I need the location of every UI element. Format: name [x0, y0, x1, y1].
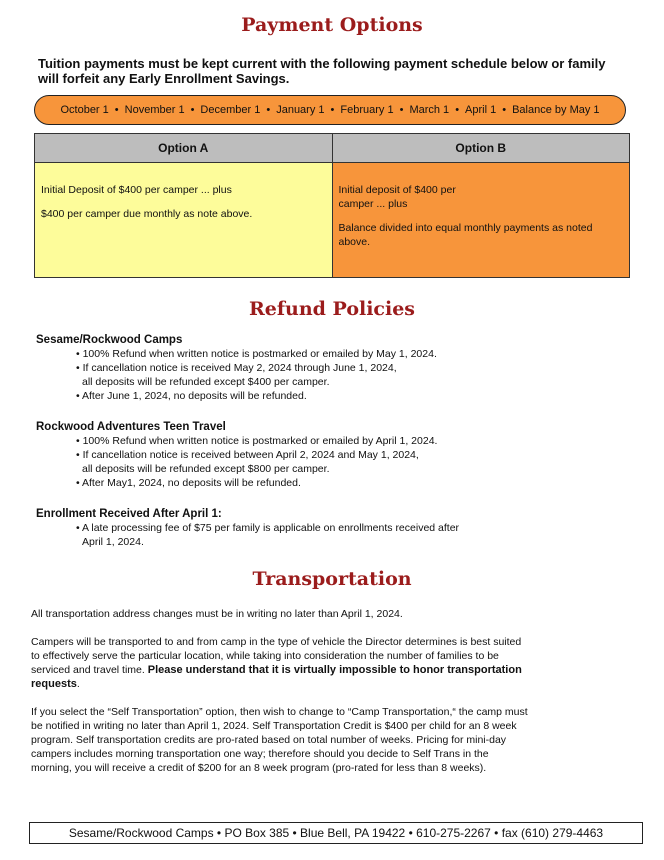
option-a-line: $400 per camper due monthly as note above. — [41, 208, 253, 220]
refund-policies-heading: Refund Policies — [248, 298, 416, 320]
option-a-column — [35, 134, 332, 277]
refund-bullet: • 100% Refund when written notice is postmarked or emailed by April 1, 2024. — [76, 435, 438, 447]
payment-options-heading: Payment Options — [241, 14, 423, 36]
option-a-body — [35, 163, 332, 277]
option-a-header: Option A — [35, 134, 332, 163]
schedule-date: December 1 — [200, 104, 261, 116]
schedule-date: Balance by May 1 — [512, 104, 600, 116]
refund-bullet: • After June 1, 2024, no deposits will be refunded. — [76, 390, 307, 402]
option-b-header: Option B — [333, 134, 630, 163]
schedule-date: February 1 — [340, 104, 394, 116]
refund-bullet: • 100% Refund when written notice is postmarked or emailed by May 1, 2024. — [76, 348, 437, 360]
payment-options-table — [34, 133, 630, 278]
refund-bullet: • A late processing fee of $75 per family is applicable on enrollments received after April 1, 2024. — [76, 522, 460, 548]
bullet-separator: • — [330, 104, 335, 116]
transport-paragraph: All transportation address changes must be in writing no later than April 1, 2024. — [31, 608, 403, 620]
section-title: Sesame/Rockwood Camps — [36, 334, 183, 346]
section-title: Rockwood Adventures Teen Travel — [36, 421, 226, 433]
section-title: Enrollment Received After April 1: — [36, 508, 222, 520]
refund-section-late-enrollment — [36, 508, 459, 549]
payment-schedule — [34, 95, 626, 125]
schedule-date: October 1 — [60, 104, 109, 116]
option-b-line: camper ... plus — [338, 198, 408, 210]
bullet-separator: • — [502, 104, 507, 116]
option-b-line: Balance divided into equal monthly payments as noted above. — [338, 222, 593, 248]
transport-paragraph: Campers will be transported to and from camp in the type of vehicle the Director determines is best suited to effectively serve the particular location, while taking into consideration the number of families to be serviced and travel time. Please understand that it is virtually impossible to honor transportation requests. — [31, 636, 522, 690]
bullet-separator: • — [114, 104, 119, 116]
option-a-line: Initial Deposit of $400 per camper ... plus — [41, 184, 232, 196]
transportation-heading: Transportation — [252, 568, 412, 590]
bullet-separator: • — [399, 104, 404, 116]
refund-bullet: • If cancellation notice is received May 2, 2024 through June 1, 2024, all deposits will be refunded except $400 per camper. — [76, 362, 397, 388]
refund-bullet: • If cancellation notice is received between April 2, 2024 and May 1, 2024, all deposits will be refunded except $800 per camper. — [76, 449, 419, 475]
contact-footer: Sesame/Rockwood Camps • PO Box 385 • Blue Bell, PA 19422 • 610-275-2267 • fax (610) 279-4463 — [29, 822, 643, 844]
schedule-date: April 1 — [465, 104, 497, 116]
transportation-text — [31, 607, 531, 789]
option-b-line: Initial deposit of $400 per — [338, 184, 456, 196]
schedule-date: March 1 — [409, 104, 450, 116]
bullet-separator: • — [455, 104, 460, 116]
option-b-column — [332, 134, 630, 277]
transport-bold-note: Please understand that it is virtually impossible to honor transportation requests — [31, 664, 522, 690]
intro-text: Tuition payments must be kept current with the following payment schedule below or family will forfeit any Early Enrollment Savings. — [38, 56, 606, 86]
refund-section-sesame — [36, 334, 437, 403]
option-b-body — [333, 163, 630, 277]
refund-section-teen-travel — [36, 421, 437, 490]
bullet-separator: • — [190, 104, 195, 116]
bullet-separator: • — [266, 104, 271, 116]
transport-paragraph: If you select the “Self Transportation” option, then wish to change to “Camp Transportation,“ the camp must be notified in writing no later than April 1, 2024. Self Transportation Credit is $400 per child for an 8 week program. Self transportation credits are pro-rated based on total number of weeks. Pricing for mini-day campers includes morning transportation one way; therefore should you decide to Self Trans in the morning, you will receive a credit of $200 for an 8 week program (pro-rated for less than 8 weeks). — [31, 706, 528, 774]
schedule-date: January 1 — [276, 104, 325, 116]
refund-bullet: • After May1, 2024, no deposits will be refunded. — [76, 477, 301, 489]
schedule-date: November 1 — [124, 104, 185, 116]
